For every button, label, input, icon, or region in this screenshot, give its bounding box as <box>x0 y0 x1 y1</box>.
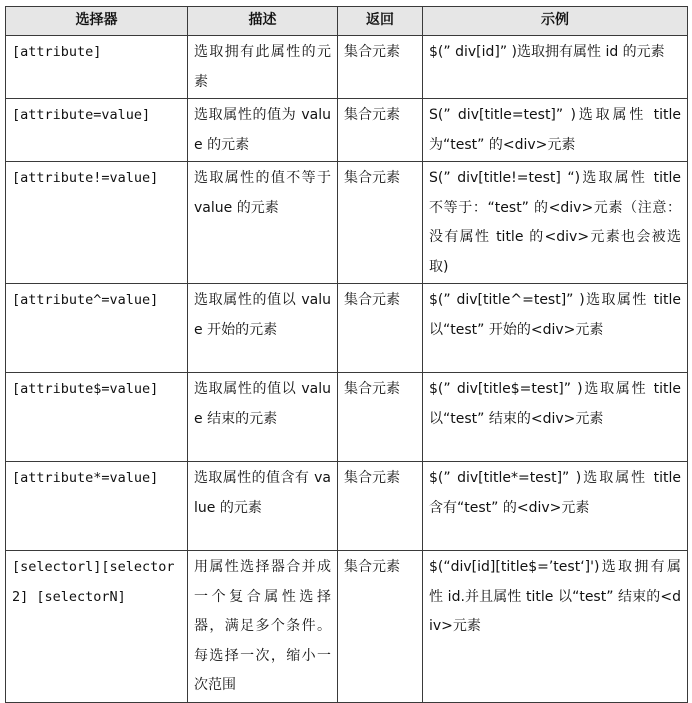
return-cell: 集合元素 <box>338 373 423 462</box>
selector-cell: [attribute=value] <box>6 99 188 162</box>
selector-cell: [selectorl][selector2] [selectorN] <box>6 551 188 703</box>
example-cell: $(” div[id]” )选取拥有属性 id 的元素 <box>423 36 688 99</box>
selector-cell: [attribute$=value] <box>6 373 188 462</box>
description-cell: 选取属性的值以 value 开始的元素 <box>188 284 338 373</box>
example-cell: $(” div[title*=test]” )选取属性 title 含有“test” 的<div>元素 <box>423 462 688 551</box>
table-row <box>6 36 688 99</box>
header-return: 返回 <box>338 7 423 36</box>
table-row <box>6 551 688 703</box>
header-selector: 选择器 <box>6 7 188 36</box>
description-cell: 用属性选择器合并成一个复合属性选择器，满足多个条件。每选择一次，缩小一次范围 <box>188 551 338 703</box>
selector-cell: [attribute*=value] <box>6 462 188 551</box>
header-row <box>6 7 688 36</box>
table-row <box>6 284 688 373</box>
selector-table <box>5 6 688 703</box>
example-cell: S(” div[title=test]” )选取属性 title 为“test” 的<div>元素 <box>423 99 688 162</box>
table-row <box>6 162 688 284</box>
header-description: 描述 <box>188 7 338 36</box>
table-row <box>6 99 688 162</box>
example-cell: S(” div[title!=test] “)选取属性 title 不等于：“test” 的<div>元素（注意：没有属性 title 的<div>元素也会被选取) <box>423 162 688 284</box>
return-cell: 集合元素 <box>338 162 423 284</box>
return-cell: 集合元素 <box>338 99 423 162</box>
return-cell: 集合元素 <box>338 462 423 551</box>
table-row <box>6 462 688 551</box>
description-cell: 选取拥有此属性的元素 <box>188 36 338 99</box>
description-cell: 选取属性的值为 value 的元素 <box>188 99 338 162</box>
return-cell: 集合元素 <box>338 551 423 703</box>
header-example: 示例 <box>423 7 688 36</box>
example-cell: $(“div[id][title$=’test‘]')选取拥有属性 id.并且属性 title 以“test” 结束的<div>元素 <box>423 551 688 703</box>
description-cell: 选取属性的值不等于 value 的元素 <box>188 162 338 284</box>
example-cell: $(” div[title$=test]” )选取属性 title 以“test” 结束的<div>元素 <box>423 373 688 462</box>
description-cell: 选取属性的值以 value 结束的元素 <box>188 373 338 462</box>
selector-cell: [attribute^=value] <box>6 284 188 373</box>
example-cell: $(” div[title^=test]” )选取属性 title 以“test” 开始的<div>元素 <box>423 284 688 373</box>
table-row <box>6 373 688 462</box>
return-cell: 集合元素 <box>338 284 423 373</box>
selector-cell: [attribute] <box>6 36 188 99</box>
selector-cell: [attribute!=value] <box>6 162 188 284</box>
return-cell: 集合元素 <box>338 36 423 99</box>
description-cell: 选取属性的值含有 value 的元素 <box>188 462 338 551</box>
